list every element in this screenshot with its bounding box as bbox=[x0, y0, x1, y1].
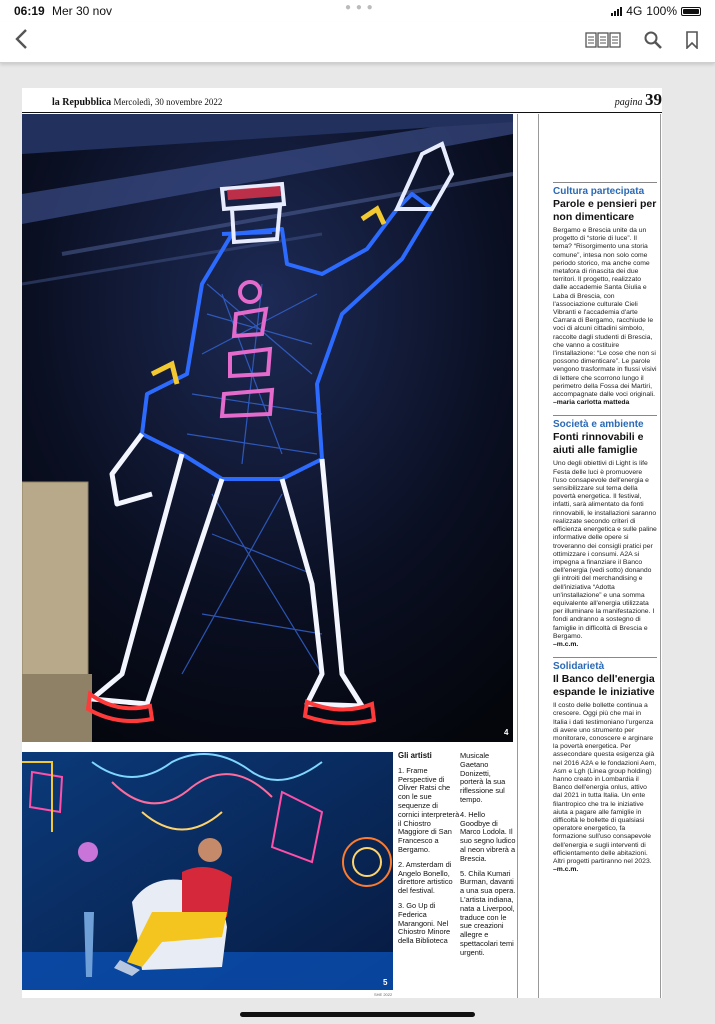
artists-title: Gli artisti bbox=[398, 751, 432, 760]
neon-figure-photo bbox=[22, 114, 513, 742]
artists-caption-col2 bbox=[460, 752, 516, 964]
article-signature: –m.c.m. bbox=[553, 640, 579, 648]
header-rule bbox=[22, 112, 662, 113]
newspaper-name: la Repubblica bbox=[52, 97, 112, 108]
artist-item-5: 5. Chila Kumari Burman, davanti a una sua opera. L'artista indiana, nata a Liverpool, traduce con le sue creazioni allegre e spettacolari temi urgenti. bbox=[460, 868, 516, 957]
status-indicators bbox=[611, 4, 701, 18]
reader-toolbar bbox=[0, 22, 715, 63]
column-rule bbox=[660, 114, 661, 998]
article-kicker: Società e ambiente bbox=[553, 419, 644, 431]
artist-portrait-photo bbox=[22, 752, 393, 990]
article-body: Uno degli obiettivi di Light is life Festa delle luci è promuovere l'uso consapevole dell'energia e sensibilizzare sul tema della povertà energetica. Il festival, infatti, sarà alimentato da fonti rinnovabili, le installazioni saranno realizzate secondo criteri di efficienza energetica e sulle paline informative delle opere si troveranno dei consigli pratici per ottimizzare i consumi. A2A si impegna a finanziare il Banco dell'energia (vedi sotto) donando gli introiti del merchandising e dell'iniziativa “Adotta un'installazione” e una somma equivalente all'energia utilizzata per illuminare la manifestazione. I fondi andranno a sostegno di famiglie in difficoltà di Brescia e Bergamo. bbox=[553, 460, 657, 640]
article-headline: Parole e pensieri per non dimenticare bbox=[553, 198, 657, 223]
signal-icon bbox=[611, 6, 622, 16]
status-time: 06:19 bbox=[14, 4, 45, 18]
multitask-dots-icon[interactable]: ● ● ● bbox=[345, 2, 374, 13]
artist-item-3: 3. Go Up di Federica Marangoni. Nel Chiostro Minore della Biblioteca bbox=[398, 900, 451, 946]
sidebar-column bbox=[553, 182, 657, 882]
issue-date: Mercoledì, 30 novembre 2022 bbox=[113, 97, 223, 107]
page-number-block bbox=[615, 90, 662, 110]
page-number: 39 bbox=[645, 90, 662, 109]
article-signature: –maria carlotta matteda bbox=[553, 399, 630, 407]
battery-label: 100% bbox=[646, 4, 677, 18]
column-rule bbox=[538, 114, 539, 998]
page-label: pagina bbox=[614, 97, 643, 108]
photo-credit: SHE 2022 bbox=[374, 992, 393, 997]
battery-icon bbox=[681, 7, 701, 16]
newspaper-page bbox=[22, 88, 662, 998]
artists-caption-col1 bbox=[398, 752, 460, 952]
artist-item-2: 2. Amsterdam di Angelo Bonello, direttore artistico del festival. bbox=[398, 859, 453, 896]
article-kicker: Cultura partecipata bbox=[553, 186, 645, 197]
article-headline: Il Banco dell'energia espande le iniziative bbox=[553, 673, 655, 698]
artist-item-4: 4. Hello Goodbye di Marco Lodola. Il suo segno ludico al neon vibrerà a Brescia. bbox=[460, 809, 516, 863]
masthead bbox=[52, 97, 222, 108]
chevron-left-icon[interactable] bbox=[14, 28, 28, 54]
sidebar-article bbox=[553, 657, 657, 874]
bookmark-icon[interactable] bbox=[685, 31, 699, 54]
artist-item-1: 1. Frame Perspective di Oliver Ratsi che con le sue sequenze di cornici interpreterà il Chiostro Maggiore di San Francesco a Bergamo. bbox=[398, 765, 460, 854]
home-indicator[interactable] bbox=[240, 1012, 475, 1017]
book-view-icon[interactable] bbox=[585, 31, 621, 54]
search-icon[interactable] bbox=[643, 30, 663, 55]
status-bar bbox=[0, 0, 715, 22]
sidebar-article bbox=[553, 182, 657, 407]
column-rule bbox=[517, 114, 518, 998]
article-body: Bergamo e Brescia unite da un progetto di “storie di luce”. Il tema? “Risorgimento una storia comune”, intesa non solo come periodo storico, ma anche come metafora di rinascita dei due territori. Il progetto, realizzato dalle accademie Santa Giulia e Laba di Brescia, con l'associazione culturale Cieli Vibranti e l'accademia d'arte Carrara di Bergamo, racchiude le voci di alcuni cittadini simbolo, raccolte dagli studenti di Brescia, che vanno a costituire l'installazione: “Le cose che non si possono dimenticare”. Le parole vengono trasformate in flussi visivi di lettere che scorrono lungo il perimetro della Fossa dei Martiri, accompagnate dalle voci originali. bbox=[553, 227, 657, 399]
artist-item-3-cont: Musicale Gaetano Donizetti, porterà la sua riflessione sul tempo. bbox=[460, 751, 506, 804]
photo-number: 5 bbox=[383, 978, 388, 987]
article-kicker: Solidarietà bbox=[553, 661, 605, 673]
article-body: Il costo delle bollette continua a crescere. Oggi più che mai in Italia i dati testimoniano l'urgenza di avere uno strumento per monitorare, conoscere e arginare la povertà energetica. Per assecondare questa esigenza già nel 2016 A2A e le fondazioni Aem, Asm e Lgh (Linea group holding) hanno creato in Lombardia il Banco dell'energia onlus, attivo dal 2021 in tutta Italia. Un ente filantropico che tra le iniziative aiuta a pagare alle famiglie in difficoltà le bollette di qualsiasi operatore energetico, fa formazione sull'uso consapevole dell'energia e sugli interventi di efficientamento delle abitazioni. Altri progetti partiranno nel 2023. bbox=[553, 702, 657, 865]
status-date: Mer 30 nov bbox=[52, 4, 113, 18]
article-signature: –m.c.m. bbox=[553, 866, 579, 874]
photo-number: 4 bbox=[504, 728, 509, 737]
article-headline: Fonti rinnovabili e aiuti alle famiglie bbox=[553, 431, 644, 456]
sidebar-article bbox=[553, 415, 657, 649]
network-label: 4G bbox=[626, 4, 643, 18]
